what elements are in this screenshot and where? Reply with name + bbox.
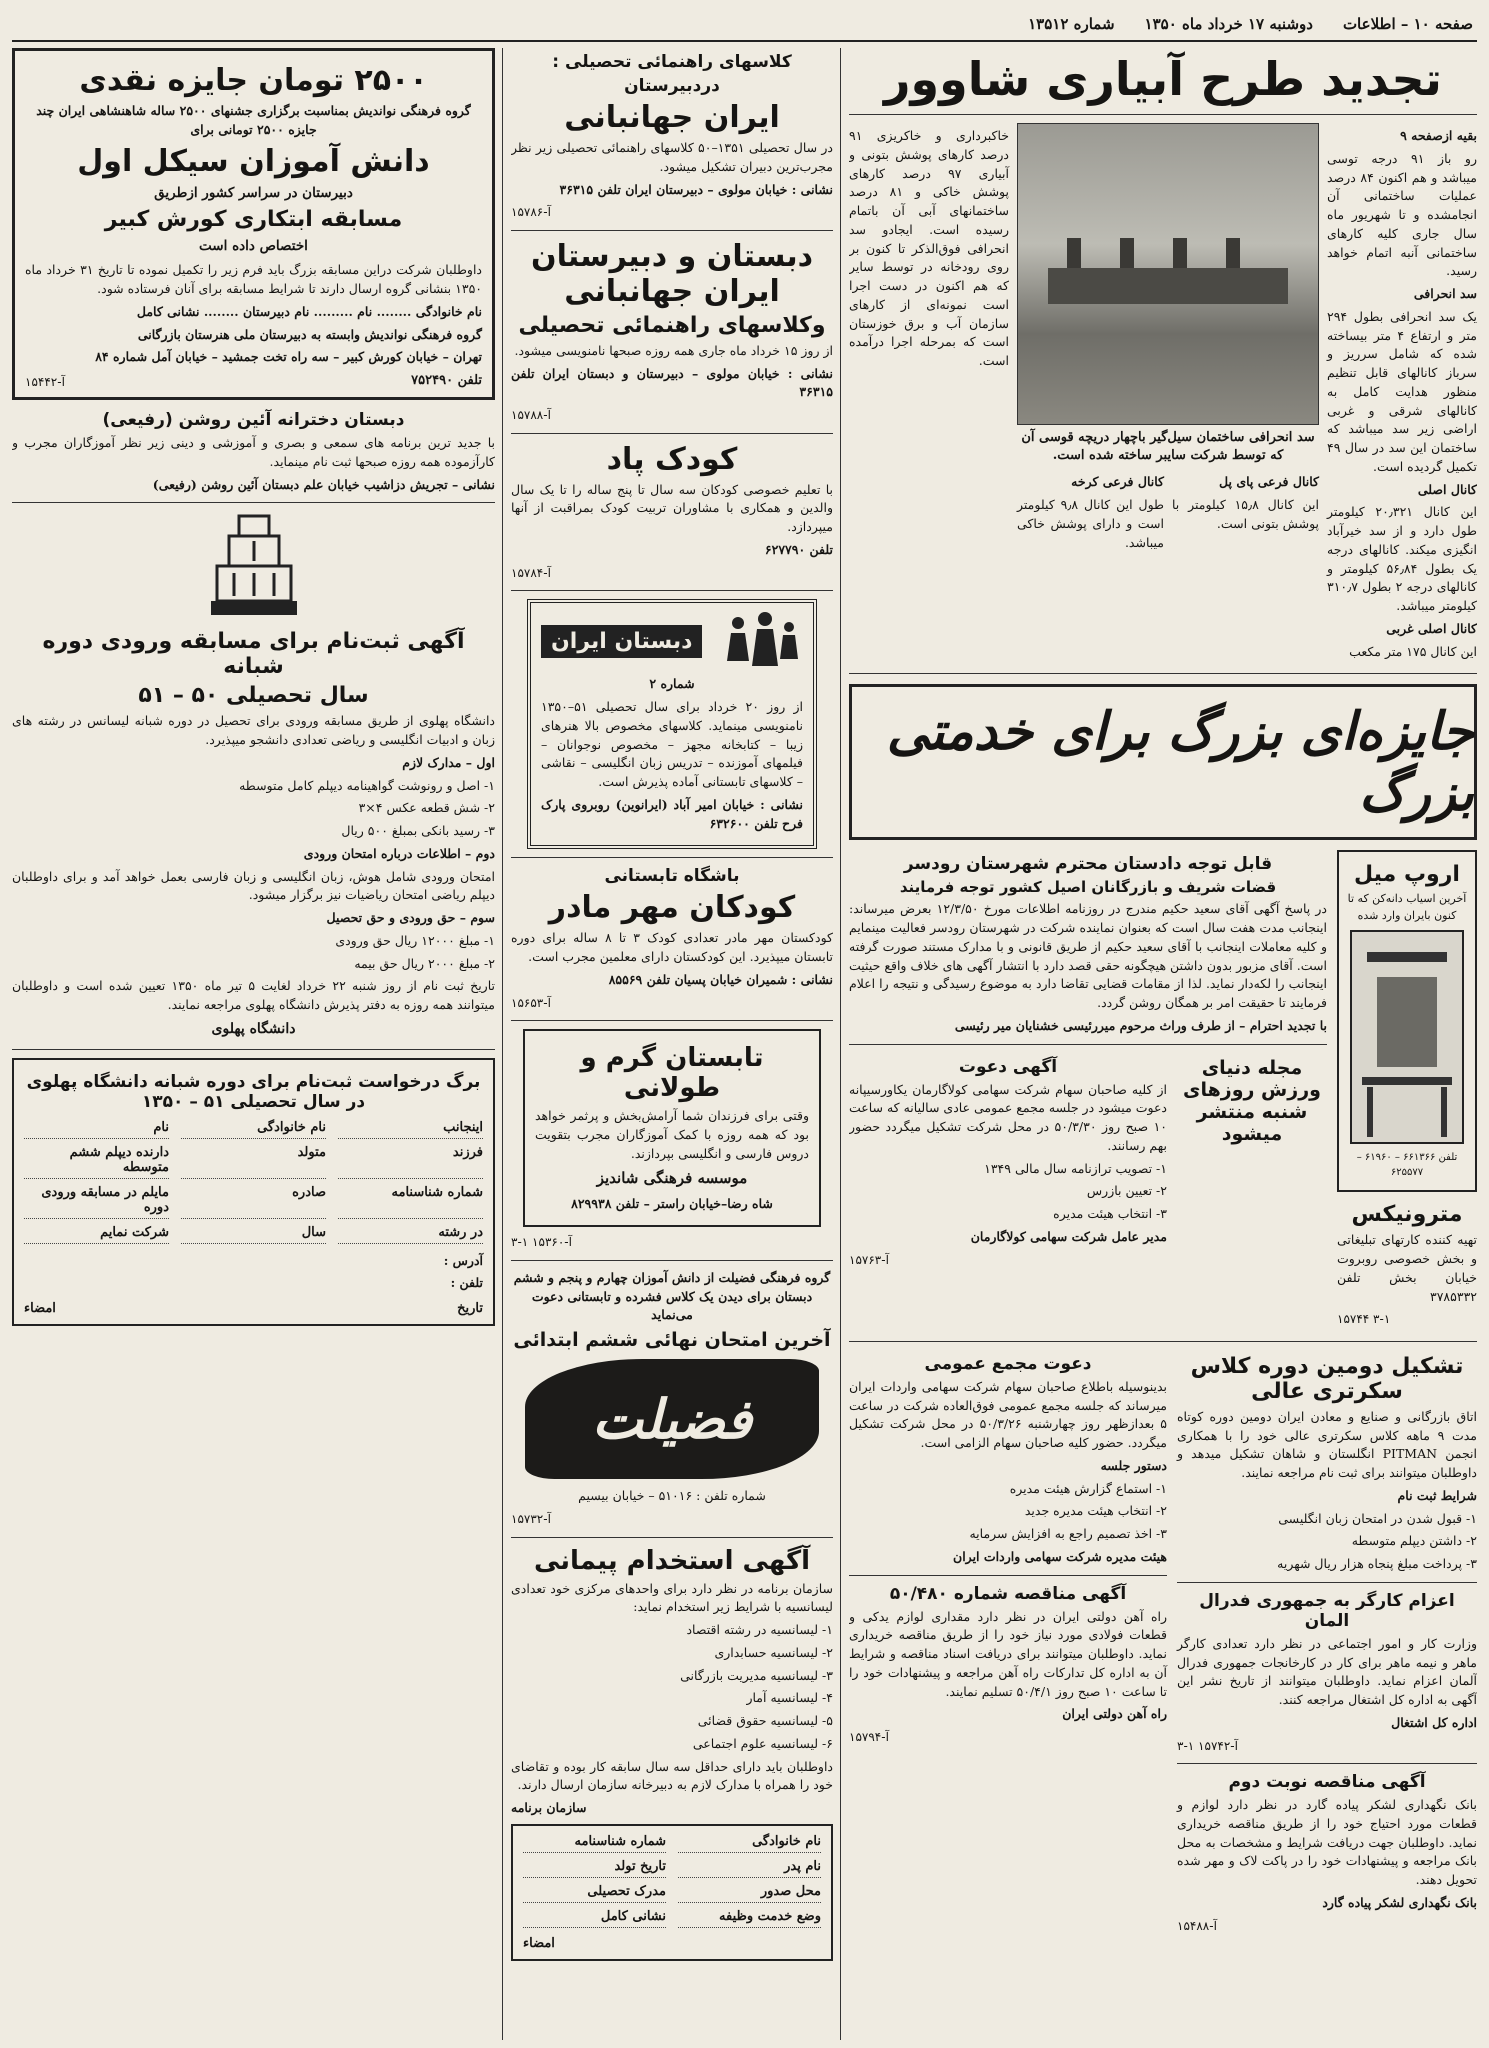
mehr-madar-address: نشانی : شمیران خیابان پسیان تلفن ۸۵۵۶۹ bbox=[608, 971, 833, 987]
employment-item-6: ۶- لیسانسیه علوم اجتماعی bbox=[692, 1735, 833, 1751]
column-middle bbox=[511, 48, 833, 2040]
pahlavi-form-field[interactable]: شماره شناسنامه bbox=[338, 1185, 483, 1219]
magazine-title: مجله دنیای ورزش روزهای شنبه منتشر میشود bbox=[1183, 1056, 1321, 1145]
pahlavi-form-field[interactable]: فرزند bbox=[338, 1145, 483, 1179]
column-right bbox=[849, 48, 1477, 2040]
prize-awarded: اختصاص داده است bbox=[199, 238, 308, 255]
prize-ad bbox=[12, 48, 495, 400]
general-assembly-title: دعوت مجمع عمومی bbox=[924, 1353, 1092, 1374]
iran-jahanbani-1-kicker2: دردبیرستان bbox=[624, 76, 720, 96]
tender-second-signer: بانک نگهداری لشکر پیاده گارد bbox=[1322, 1894, 1477, 1910]
prize-address: تهران – خیابان کورش کبیر – سه راه تخت جمشید – خیابان آمل شماره ۸۴ bbox=[95, 349, 482, 365]
pahlavi-form-field[interactable]: نام bbox=[24, 1120, 169, 1139]
pitman-item-1: ۱- قبول شدن در امتحان زبان انگلیسی bbox=[1278, 1510, 1477, 1526]
pahlavi-form-field[interactable]: دارنده دیپلم ششم متوسطه bbox=[24, 1145, 169, 1179]
issue-date: دوشنبه ۱۷ خرداد ماه ۱۳۵۰ bbox=[1144, 15, 1313, 33]
roshan-address: نشانی – تجریش دزاشیب خیابان علم دبستان آئین روشن (رفیعی) bbox=[152, 476, 495, 492]
prize-phone: تلفن ۷۵۲۴۹۰ bbox=[411, 372, 482, 388]
mill-machine-illustration bbox=[1350, 930, 1464, 1144]
rudsar-signature: با تجدید احترام – از طرف وراث مرحوم میررئیسی خشنایان میر رئیسی bbox=[954, 1017, 1327, 1033]
summer-address: شاه رضا–خیابان راستر – تلفن ۸۲۹۹۳۸ bbox=[571, 1195, 773, 1211]
employment-field[interactable]: نام خانوادگی bbox=[678, 1834, 821, 1853]
mehr-madar-kicker: باشگاه تابستانی bbox=[604, 866, 740, 887]
tender-50480-ref: آ-۱۵۷۹۴ bbox=[849, 1730, 889, 1745]
summer-org: موسسه فرهنگی شاندیز bbox=[596, 1169, 748, 1188]
metronix-ref: ۱۵۷۴۴ ۳-۱ bbox=[1337, 1312, 1391, 1327]
koodak-pad-ref: آ-۱۵۷۸۴ bbox=[511, 565, 551, 580]
employment-signer: سازمان برنامه bbox=[511, 1800, 587, 1816]
employment-item-2: ۲- لیسانسیه حسابداری bbox=[714, 1644, 833, 1660]
pahlavi-form-field[interactable]: متولد bbox=[181, 1145, 326, 1179]
shavur-headline: تجدید طرح آبیاری شاوور bbox=[884, 52, 1442, 106]
tender-second-body: بانک نگهداری لشکر پیاده گارد در نظر دارد لوازم و قطعات مورد احتیاج خود را از طریق مناقصه خریداری نماید. داوطلبان جهت دریافت شرایط و مشخصات به محل بانک مراجعه و پیشنهادات خود را در پاکت لاک و مهر شده تحویل دهند. bbox=[1177, 1797, 1477, 1888]
employment-body: سازمان برنامه در نظر دارد برای واحدهای مرکزی خود تعدادی لیسانسیه با شرایط زیر استخدام نماید: bbox=[511, 1580, 833, 1615]
workers-germany-body: وزارت کار و امور اجتماعی در نظر دارد تعدادی کارگر ماهر و نیمه ماهر برای کار در کارخانجات جمهوری فدرال آلمان اعزام نماید. داوطلبان میتوانند از تاریخ نشر این آگهی به اداره کل اشتغال مراجعه کنند. bbox=[1177, 1635, 1477, 1708]
summer-title: تابستان گرم و طولانی bbox=[580, 1043, 764, 1104]
rudsar-subtitle: قضات شریف و بازرگانان اصیل کشور توجه فرمایند bbox=[899, 878, 1277, 897]
pahlavi-form bbox=[12, 1058, 495, 1327]
subhead-canal-karkheh: کانال فرعی کرخه bbox=[1071, 474, 1164, 490]
koodak-pad-title: کودک پاد bbox=[606, 441, 738, 477]
shavur-article bbox=[849, 52, 1477, 665]
general-assembly-agenda-3: ۳- اخذ تصمیم راجع به افزایش سرمایه bbox=[969, 1526, 1167, 1542]
column-left bbox=[12, 48, 495, 2040]
pahlavi-section: سوم – حق ورودی و حق تحصیل bbox=[326, 910, 495, 926]
summer-ref: ۳-۱ آ-۱۵۳۶۰ bbox=[511, 1235, 572, 1250]
summer-body: وقتی برای فرزندان شما آرامش‌بخش و پرثمر خواهد بود که همه روزه با کمک آموزگاران مجرب بتقویت دروس فارسی و انگلیسی بپردازند. bbox=[535, 1108, 809, 1161]
newspaper-page bbox=[12, 8, 1477, 2040]
roshan-title: دبستان دخترانه آئین روشن (رفیعی) bbox=[102, 410, 405, 431]
award-banner: جایزه‌ای بزرگ برای خدمتی بزرگ bbox=[849, 684, 1477, 840]
fazilat-ad bbox=[511, 1269, 833, 1529]
invitation-title: آگهی دعوت bbox=[958, 1056, 1058, 1077]
pahlavi-section: ۲- شش قطعه عکس ۴×۳ bbox=[358, 800, 495, 816]
dabestan-iran-number: شماره ۲ bbox=[649, 676, 695, 692]
tender-50480-signer: راه آهن دولتی ایران bbox=[1062, 1706, 1167, 1722]
page-label: صفحه ۱۰ – اطلاعات bbox=[1342, 15, 1473, 33]
dabestan-iran-body: از روز ۲۰ خرداد برای سال تحصیلی ۵۱–۱۳۵۰ نامنویسی مینماید. کلاسهای مخصوص بالا هنرهای زیبا – کتابخانه مجهز – مخصوص نوجوانان – فیلمهای آموزنده – تدریس زبان انگلیسی – نقاشی – کلاسهای تابستانی آماده پذیرش است. bbox=[541, 699, 803, 790]
metronix-body: تهیه کننده کارتهای تبلیغاتی و بخش خصوصی روبروت خیابان بخش تلفن ۳۷۸۵۳۳۲ bbox=[1337, 1232, 1477, 1304]
general-assembly-agenda-2: ۲- انتخاب هیئت مدیره جدید bbox=[1024, 1503, 1167, 1519]
rudsar-body: در پاسخ آگهی آقای سعید حکیم مندرج در روزنامه اطلاعات مورخ ۱۲/۳/۵۰ بعرض میرساند: اینجانب مدت هفت سال است که بعنوان نماینده شرکت در شهرستان رودسر فعالیت مینمایم و کلیه معاملات اینجانب با آقای سعید حکیم از طریق قانونی و با مدارک مستند صورت گرفته است. آقای مزبور بدون داشتن هیچگونه حقی قصد دارد با انتشار آگهی های خلاف واقع حیثیت اینجانب را لکه‌دار نماید. لذا از مقامات قضایی تقاضا دارد به موضوع رسیدگی و نتیجه را اعلام فرمایند تا حقیقت امر بر همگان روشن گردد. bbox=[849, 901, 1327, 1010]
workers-germany-signer: اداره کل اشتغال bbox=[1391, 1714, 1477, 1730]
invitation-signer: مدیر عامل شرکت سهامی کولاگارمان bbox=[970, 1228, 1167, 1244]
pahlavi-title: آگهی ثبت‌نام برای مسابقه ورودی دوره شبانه bbox=[42, 629, 465, 680]
shavur-body-left: خاکبرداری و خاکریزی ۹۱ درصد کارهای پوشش بتونی و آبیاری ۹۷ درصد کارهای پوشش خاکی و ۸۱ درصد ساختمانهای آبی آن باتمام رسیده است. ایجادو سد انحرافی فوق‌الذکر تا کنون بر روی رودخانه در توسط سایر که هم اکنون در دست اجرا است نمونه‌ای از کارهای سازمان آب و برق خوزستان است که بمرحله اجرا درآمده است. bbox=[849, 128, 1009, 368]
employment-field[interactable]: نشانی کامل bbox=[523, 1909, 666, 1928]
metronix-ad bbox=[1337, 1202, 1477, 1329]
tender-second-notice bbox=[1177, 1772, 1477, 1935]
employment-item-5: ۵- لیسانسیه حقوق قضائی bbox=[697, 1713, 833, 1729]
pahlavi-form-field[interactable]: مایلم در مسابقه ورودی دوره bbox=[24, 1185, 169, 1219]
pahlavi-intro: دانشگاه پهلوی از طریق مسابقه ورودی برای تحصیل در دوره شبانه لیسانس در رشته های زبان و ادبیات انگلیسی و ریاضی تعدادی دانشجو میپذیرد. bbox=[12, 713, 495, 748]
dam-body: یک سد انحرافی بطول ۲۹۴ متر و ارتفاع ۴ متر بیساخته شده که شامل سرریز و سرباز کانالهای قابل تنظیم منظور هدایت کامل به کانالهای شرقی و غربی اراضی زیر سد میباشد که ساختمان این سد در سال ۴۹ تکمیل گردیده است. bbox=[1327, 308, 1477, 474]
employment-field[interactable]: شماره شناسنامه bbox=[523, 1834, 666, 1853]
employment-field[interactable]: مدرک تحصیلی bbox=[523, 1884, 666, 1903]
iran-jahanbani-1-ref: آ-۱۵۷۸۶ bbox=[511, 205, 551, 220]
pahlavi-form-field[interactable]: اینجانب bbox=[338, 1120, 483, 1139]
dam-photo bbox=[1017, 123, 1319, 425]
pitman-item-2: ۲- داشتن دیپلم متوسطه bbox=[1351, 1533, 1477, 1549]
employment-note: داوطلبان باید دارای حداقل سه سال سابقه کار بوده و تقاضای خود را همراه با مدارک لازم به دبیرخانه سازمان ارسال دارند. bbox=[511, 1758, 833, 1793]
iran-jahanbani-1-title: ایران جهانبانی bbox=[564, 100, 780, 135]
prize-highlight: دانش آموزان سیکل اول bbox=[77, 143, 430, 179]
subhead-canal-pol: کانال فرعی پای پل bbox=[1219, 474, 1319, 490]
metronix-title: مترونیکس bbox=[1351, 1202, 1463, 1228]
invitation-agenda-3: ۳- انتخاب هیئت مدیره bbox=[1053, 1206, 1167, 1221]
workers-germany-notice bbox=[1177, 1591, 1477, 1755]
pahlavi-form-field[interactable]: صادره bbox=[181, 1185, 326, 1219]
masthead bbox=[12, 8, 1477, 42]
dabestan-iran-address: نشانی : خیابان امیر آباد (ایرانوین) روبروی پارک فرح تلفن ۶۳۲۶۰۰ bbox=[541, 796, 803, 831]
tender-50480-body: راه آهن دولتی ایران در نظر دارد مقداری لوازم یدکی و قطعات فولادی مورد نیاز خود را از طریق مناقصه خریداری نماید. داوطلبان میتوانند برای دریافت اسناد مناقصه و شرایط آن به اداره کل تدارکات راه آهن مراجعه و پیشنهادات خود را تا ساعت ۱۰ صبح روز ۵۰/۴/۱ تسلیم نمایند. bbox=[849, 1608, 1167, 1699]
pahlavi-year: سال تحصیلی ۵۰ – ۵۱ bbox=[138, 683, 369, 709]
europe-mill-ad bbox=[1337, 850, 1477, 1192]
employment-ad bbox=[511, 1546, 833, 1961]
invitation-notice bbox=[849, 1053, 1167, 1274]
iran-jahanbani-2-title: دبستان و دبیرستان ایران جهانبانی bbox=[530, 238, 814, 309]
invitation-ref: آ-۱۵۷۶۳ bbox=[849, 1252, 889, 1267]
pahlavi-form-address[interactable]: آدرس : bbox=[443, 1252, 483, 1268]
prize-form: نام خانوادگی ........ نام ......... نام دبیرستان ........ نشانی کامل bbox=[136, 303, 482, 319]
pitman-item-3: ۳- پرداخت مبلغ پنجاه هزار ریال شهریه bbox=[1277, 1556, 1477, 1572]
prize-ref: آ-۱۵۴۴۲ bbox=[25, 375, 65, 390]
general-assembly-agenda-1: ۱- استماع گزارش هیئت مدیره bbox=[1009, 1480, 1167, 1496]
pahlavi-form-field[interactable]: در رشته bbox=[338, 1225, 483, 1244]
employment-field[interactable]: نام پدر bbox=[678, 1859, 821, 1878]
employment-form bbox=[511, 1824, 833, 1961]
workers-germany-ref: ۳-۱ آ-۱۵۷۴۲ bbox=[1177, 1738, 1238, 1753]
subhead-main-canal: کانال اصلی bbox=[1417, 481, 1477, 497]
rudsar-notice bbox=[849, 854, 1327, 1035]
mehr-madar-body: کودکستان مهر مادر تعدادی کودک ۳ تا ۸ ساله برای دوره تابستان میپذیرد. این کودکستان دارای معلمین مجرب است. bbox=[511, 930, 833, 965]
subhead-dam: سد انحرافی bbox=[1413, 286, 1477, 301]
issue-number: شماره ۱۳۵۱۲ bbox=[1028, 15, 1115, 33]
prize-title: ۲۵۰۰ تومان جایزه نقدی bbox=[79, 63, 428, 98]
shavur-body-right: رو باز ۹۱ درجه توسی میباشد و هم اکنون ۸۴ درصد عملیات ساختمانی آن انجامشده و تا شهریور ماه سال جاری کلیه کارهای ساختمانی آنبه اتمام خواهد رسید. bbox=[1327, 150, 1477, 279]
pahlavi-section: ۱- مبلغ ۱۲۰۰۰ ریال حق ورودی bbox=[335, 932, 495, 948]
canal-karkheh-body: طول این کانال ۹٫۸ کیلومتر است و دارای پوشش خاکی میباشد. bbox=[1017, 497, 1164, 550]
pitman-notice bbox=[1177, 1354, 1477, 1574]
employment-item-3: ۳- لیسانسیه مدیریت بازرگانی bbox=[680, 1667, 833, 1683]
main-canal-body: این کانال ۲۰٫۳۲۱ کیلومتر طول دارد و از سد خیرآباد انگیزی میکند. کانالهای درجه یک بطول ۵۶٫۸۴ کیلومتر و کانالهای درجه ۲ بطول ۳۱۰٫۷ کیلومتر میباشد. bbox=[1327, 504, 1477, 613]
continued-label: بقیه ازصفحه ۹ bbox=[1400, 128, 1477, 143]
europe-mill-footer: تلفن ۶۶۱۳۶۶ – ۶۱۹۶۰ – ۶۲۵۵۷۷ bbox=[1356, 1152, 1458, 1179]
pahlavi-section: ۲- مبلغ ۲۰۰۰ ریال حق بیمه bbox=[354, 955, 495, 971]
pahlavi-section: اول – مدارک لازم bbox=[402, 754, 495, 770]
subhead-west-canal: کانال اصلی غربی bbox=[1386, 620, 1477, 636]
pitman-body: اتاق بازرگانی و صنایع و معادن ایران دومین دوره کوتاه مدت ۹ ماهه کلاس سکرتری عالی خود را با همکاری انجمن PITMAN انگلستان و شاهان تشکیل میدهد و داوطلبان میتوانند برای ثبت نام مراجعه نمایند. bbox=[1177, 1408, 1477, 1481]
column-rule bbox=[840, 48, 841, 2040]
pahlavi-form-phone[interactable]: تلفن : bbox=[450, 1275, 483, 1291]
university-emblem-icon bbox=[209, 511, 299, 621]
prize-org: گروه فرهنگی نواندیش وابسته به دبیرستان ملی هنرستان بازرگانی bbox=[137, 326, 482, 342]
fazilat-kicker: گروه فرهنگی فضیلت از دانش آموزان چهارم و پنجم و ششم دبستان برای دیدن یک کلاس فشرده و تابستانی دعوت می‌نماید bbox=[513, 1269, 831, 1323]
fazilat-address: شماره تلفن : ۵۱۰۱۶ – خیابان بیسیم bbox=[578, 1488, 766, 1504]
tender-second-title: آگهی مناقصه نوبت دوم bbox=[1228, 1772, 1426, 1793]
general-assembly-body: بدینوسیله باطلاع صاحبان سهام شرکت سهامی واردات ایران میرساند که جلسه مجمع عمومی فوق‌العاده شرکت در ساعت ۵ بعدازظهر روز چهارشنبه ۵۰/۳/۲۶ در محل شرکت تشکیل میگردد. حضور کلیه صاحبان سهام الزامی است. bbox=[849, 1378, 1167, 1451]
fazilat-ref: آ-۱۵۷۳۲ bbox=[511, 1511, 551, 1526]
tender-50480-title: آگهی مناقصه شماره ۵۰/۴۸۰ bbox=[889, 1583, 1127, 1604]
general-assembly-agenda-title: دستور جلسه bbox=[1100, 1457, 1167, 1473]
iran-jahanbani-1-body: در سال تحصیلی ۱۳۵۱–۵۰ کلاسهای راهنمائی تحصیلی زیر نظر مجرب‌ترین دبیران تشکیل میشود. bbox=[511, 140, 833, 174]
canal-pol-body: این کانال ۱۵٫۸ کیلومتر با پوشش بتونی است. bbox=[1172, 497, 1320, 531]
employment-field[interactable]: محل صدور bbox=[678, 1884, 821, 1903]
general-assembly-notice bbox=[849, 1354, 1167, 1567]
prize-intro: گروه فرهنگی نواندیش بمناسبت برگزاری جشنهای ۲۵۰۰ ساله شاهنشاهی ایران چند جایزه ۲۵۰۰ تومانی برای bbox=[36, 103, 471, 137]
pahlavi-form-field[interactable]: نام خانوادگی bbox=[181, 1120, 326, 1139]
europe-mill-title: اروپ میل bbox=[1354, 862, 1460, 888]
pahlavi-ad bbox=[12, 511, 495, 1040]
tender-second-ref: آ-۱۵۴۸۸ bbox=[1177, 1918, 1217, 1933]
koodak-pad-body: با تعلیم خصوصی کودکان سه سال تا پنج ساله را تا یک سال والدین و همکاری با مشاوران تربیت کودک بمراقبت از آنها میپردازد. bbox=[511, 481, 833, 535]
iran-jahanbani-1-address: نشانی : خیابان مولوی – دبیرستان ایران تلفن ۳۶۳۱۵ bbox=[559, 181, 833, 197]
employment-field[interactable]: وضع خدمت وظیفه bbox=[678, 1909, 821, 1928]
iran-jahanbani-2-ref: آ-۱۵۷۸۸ bbox=[511, 408, 551, 423]
invitation-agenda-2: ۲- تعیین بازرس bbox=[1086, 1183, 1167, 1199]
children-icon bbox=[723, 611, 803, 671]
pahlavi-form-field[interactable]: شرکت نمایم bbox=[24, 1225, 169, 1244]
pahlavi-form-field[interactable]: سال bbox=[181, 1225, 326, 1244]
prize-sub: دبیرستان در سراسر کشور ازطریق bbox=[154, 184, 353, 201]
iran-jahanbani-ad-1 bbox=[511, 52, 833, 222]
prize-contest: مسابقه ابتکاری کورش کبیر bbox=[104, 207, 403, 233]
mehr-madar-title: کودکان مهر مادر bbox=[548, 890, 796, 926]
iran-jahanbani-ad-2 bbox=[511, 239, 833, 425]
invitation-body: از کلیه صاحبان سهام شرکت سهامی کولاگارمان یکاورسیپانه دعوت میشود در جلسه مجمع عمومی عادی سالیانه که ساعت ۱۰ صبح روز ۵۰/۳/۳۰ در محل شرکت تشکیل میگردد حضور بهم رسانند. bbox=[849, 1081, 1167, 1153]
employment-item-1: ۱- لیسانسیه در رشته اقتصاد bbox=[686, 1622, 833, 1638]
pahlavi-section: دوم – اطلاعات درباره امتحان ورودی bbox=[303, 845, 495, 861]
koodak-pad-phone: تلفن ۶۲۷۷۹۰ bbox=[764, 541, 833, 557]
pahlavi-form-date[interactable]: تاریخ bbox=[457, 1301, 483, 1317]
pahlavi-section: ۱- اصل و رونوشت گواهینامه دیپلم کامل متوسطه bbox=[239, 777, 495, 793]
iran-jahanbani-2-subtitle: وکلاسهای راهنمائی تحصیلی bbox=[518, 312, 826, 338]
roshan-ad bbox=[12, 410, 495, 494]
pahlavi-signer: دانشگاه پهلوی bbox=[211, 1020, 296, 1037]
column-rule bbox=[502, 48, 503, 2040]
pitman-title: تشکیل دومین دوره کلاس سکرتری عالی bbox=[1190, 1353, 1464, 1404]
invitation-agenda-1: ۱- تصویب ترازنامه سال مالی ۱۳۴۹ bbox=[984, 1160, 1167, 1176]
general-assembly-signer: هیئت مدیره شرکت سهامی واردات ایران bbox=[953, 1548, 1167, 1564]
roshan-body: با جدید ترین برنامه های سمعی و بصری و آموزشی و دینی زیر نظر آموزگاران مجرب و کارآزموده همه روزه صبحها ثبت نام مینماید. bbox=[12, 435, 495, 469]
iran-jahanbani-2-address: نشانی : خیابان مولوی – دبیرستان و دبستان ایران تلفن ۳۶۳۱۵ bbox=[511, 365, 833, 400]
dabestan-iran-name: دبستان ایران bbox=[541, 625, 702, 658]
fazilat-title: آخرین امتحان نهائی ششم ابتدائی bbox=[513, 1329, 831, 1352]
pahlavi-section: ۳- رسید بانکی بمبلغ ۵۰۰ ریال bbox=[341, 823, 495, 839]
pahlavi-form-sign[interactable]: امضاء bbox=[24, 1301, 56, 1317]
pahlavi-section: امتحان ورودی شامل هوش، زبان انگلیسی و زبان فارسی بعمل خواهد آمد و برای داوطلبان دیپلم ریاضی امتحان ریاضیات نیز برگزار میشود. bbox=[12, 868, 495, 903]
employment-item-4: ۴- لیسانسیه آمار bbox=[746, 1690, 833, 1706]
fazilat-logo: فضیلت bbox=[525, 1359, 819, 1479]
pitman-conditions-title: شرایط ثبت نام bbox=[1397, 1487, 1477, 1503]
employment-title: آگهی استخدام پیمانی bbox=[533, 1545, 811, 1576]
iran-jahanbani-2-body: از روز ۱۵ خرداد ماه جاری همه روزه صبحها نامنویسی میشود. bbox=[514, 342, 833, 358]
dabestan-iran-ad bbox=[527, 599, 817, 849]
mehr-madar-ad bbox=[511, 866, 833, 1012]
pahlavi-form-title: برگ درخواست ثبت‌نام برای دوره شبانه دانشگاه پهلوی در سال تحصیلی ۵۱ – ۱۳۵۰ bbox=[26, 1071, 481, 1112]
employment-field[interactable]: تاریخ تولد bbox=[523, 1859, 666, 1878]
mehr-madar-ref: آ-۱۵۶۵۳ bbox=[511, 995, 551, 1010]
tender-50480-notice bbox=[849, 1584, 1167, 1747]
koodak-pad-ad bbox=[511, 442, 833, 583]
europe-mill-subtitle: آخرین اسیاب دانه‌کن که تا کنون بایران وارد شده bbox=[1347, 892, 1467, 922]
pahlavi-body2: تاریخ ثبت نام از روز شنبه ۲۲ خرداد لغایت ۵ تیر ماه ۱۳۵۰ تعیین شده است و داوطلبان میتوانند همه روزه به دفتر پذیرش دانشگاه پهلوی مراجعه نمایند. bbox=[12, 978, 495, 1013]
photo-caption: سد انحرافی ساختمان سیل‌گیر باچهار دریچه قوسی آن که توسط شرکت سایبر ساخته شده است. bbox=[1021, 430, 1315, 464]
employment-sign-label: امضاء bbox=[523, 1935, 555, 1951]
workers-germany-title: اعزام کارگر به جمهوری فدرال المان bbox=[1199, 1590, 1455, 1631]
rudsar-title: قابل توجه دادستان محترم شهرستان رودسر bbox=[903, 854, 1273, 875]
prize-body: داوطلبان شرکت دراین مسابقه بزرگ باید فرم زیر را تکمیل نموده تا تاریخ ۳۱ خرداد ماه ۱۳۵۰ بنشانی گروه ارسال دارند تا شرایط مسابقه برای آنان فرستاده شود. bbox=[25, 262, 482, 297]
west-canal-body: این کانال ۱۷۵ متر مکعب bbox=[1349, 643, 1477, 659]
iran-jahanbani-1-kicker: کلاسهای راهنمائی تحصیلی : bbox=[552, 52, 792, 72]
summer-ad bbox=[523, 1029, 821, 1227]
